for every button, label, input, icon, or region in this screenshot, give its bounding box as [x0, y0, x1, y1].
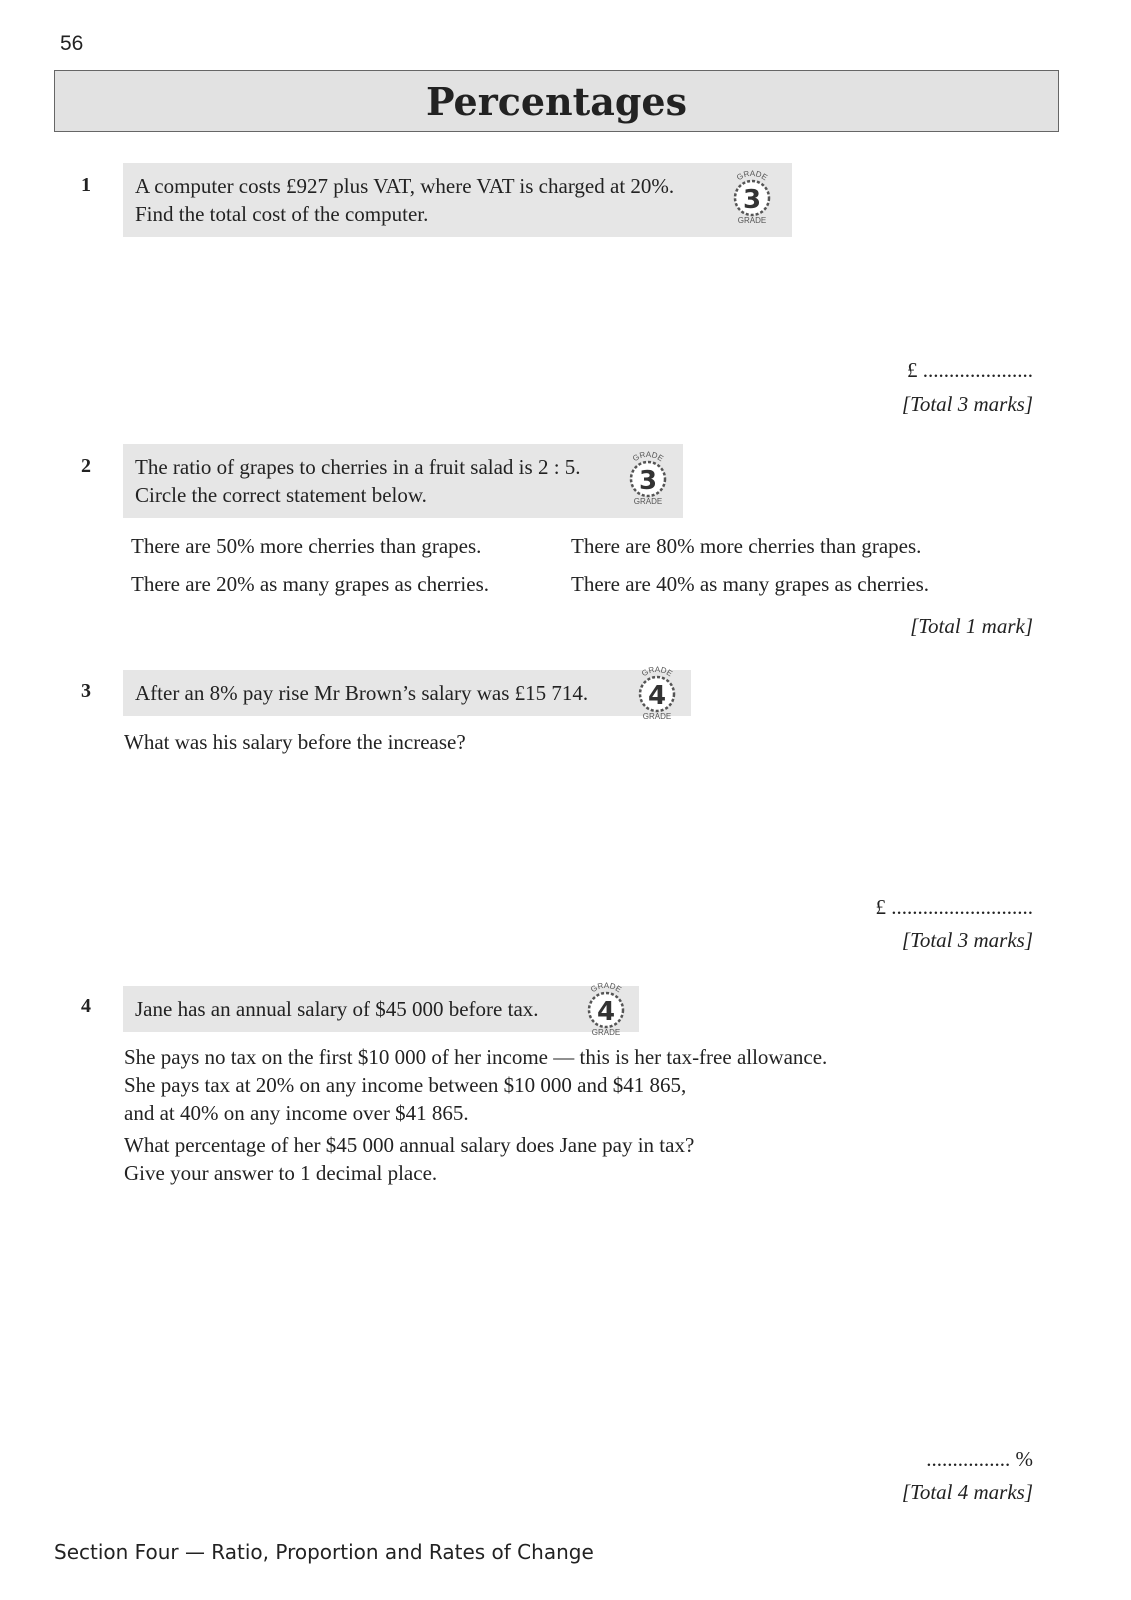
question-2-line-1: The ratio of grapes to cherries in a fruit salad is 2 : 5. [135, 455, 581, 479]
question-4-box [123, 980, 639, 1037]
question-3-number: 3 [81, 680, 91, 702]
svg-text:4: 4 [596, 997, 616, 1027]
question-3-prompt: What was his salary before the increase? [124, 730, 466, 754]
question-4-total-marks: [Total 4 marks] [901, 1480, 1033, 1504]
svg-text:GRADE: GRADE [642, 712, 672, 721]
question-1-box [123, 163, 792, 237]
page-title: Percentages [425, 78, 687, 124]
section-footer: Section Four — Ratio, Proportion and Rates of Change [54, 1540, 594, 1564]
grade-3-badge-icon [723, 168, 781, 226]
question-2-option-3[interactable]: There are 20% as many grapes as cherries. [131, 572, 489, 596]
svg-text:4: 4 [647, 681, 667, 711]
page-number: 56 [60, 32, 84, 55]
question-4-answer-line[interactable]: ................ % [926, 1447, 1033, 1471]
svg-text:GRADE: GRADE [633, 497, 663, 506]
grade-3-badge-icon [619, 449, 677, 507]
svg-text:GRADE: GRADE [640, 664, 674, 679]
question-3-answer-line[interactable]: £ ........................... [875, 895, 1033, 919]
svg-text:GRADE: GRADE [735, 168, 769, 183]
question-2-total-marks: [Total 1 mark] [910, 614, 1033, 638]
question-2-option-1[interactable]: There are 50% more cherries than grapes. [131, 534, 482, 558]
question-1-total-marks: [Total 3 marks] [901, 392, 1033, 416]
grade-4-badge-icon [628, 664, 686, 722]
title-bar [54, 70, 1059, 132]
question-4-body-line-3: and at 40% on any income over $41 865. [124, 1101, 469, 1125]
question-2-option-2[interactable]: There are 80% more cherries than grapes. [571, 534, 922, 558]
question-2-number: 2 [81, 455, 91, 477]
grade-4-badge-icon [577, 980, 635, 1038]
svg-text:3: 3 [638, 466, 658, 496]
question-1-number: 1 [81, 174, 91, 196]
question-2-option-4[interactable]: There are 40% as many grapes as cherries. [571, 572, 929, 596]
svg-text:GRADE: GRADE [737, 216, 767, 225]
question-4-body-line-1: She pays no tax on the first $10 000 of her income — this is her tax-free allowance. [124, 1045, 828, 1069]
question-4-body-line-2: She pays tax at 20% on any income between $10 000 and $41 865, [124, 1073, 687, 1097]
question-4-body-line-5: Give your answer to 1 decimal place. [124, 1161, 438, 1185]
svg-text:GRADE: GRADE [631, 449, 665, 464]
question-1-line-2: Find the total cost of the computer. [135, 202, 429, 226]
svg-text:GRADE: GRADE [589, 980, 623, 995]
question-2-line-2: Circle the correct statement below. [135, 483, 427, 507]
question-3-box [123, 664, 691, 721]
svg-text:GRADE: GRADE [591, 1028, 621, 1037]
question-2-box [123, 444, 683, 518]
question-4-line-1: Jane has an annual salary of $45 000 before tax. [135, 997, 539, 1021]
question-4-body-line-4: What percentage of her $45 000 annual salary does Jane pay in tax? [124, 1133, 695, 1157]
question-4-number: 4 [81, 995, 91, 1017]
question-1-answer-line[interactable]: £ ..................... [907, 358, 1033, 382]
svg-text:3: 3 [742, 185, 762, 215]
question-3-line-1: After an 8% pay rise Mr Brown’s salary was £15 714. [135, 681, 589, 705]
question-1-line-1: A computer costs £927 plus VAT, where VAT is charged at 20%. [135, 174, 675, 198]
question-3-total-marks: [Total 3 marks] [901, 928, 1033, 952]
